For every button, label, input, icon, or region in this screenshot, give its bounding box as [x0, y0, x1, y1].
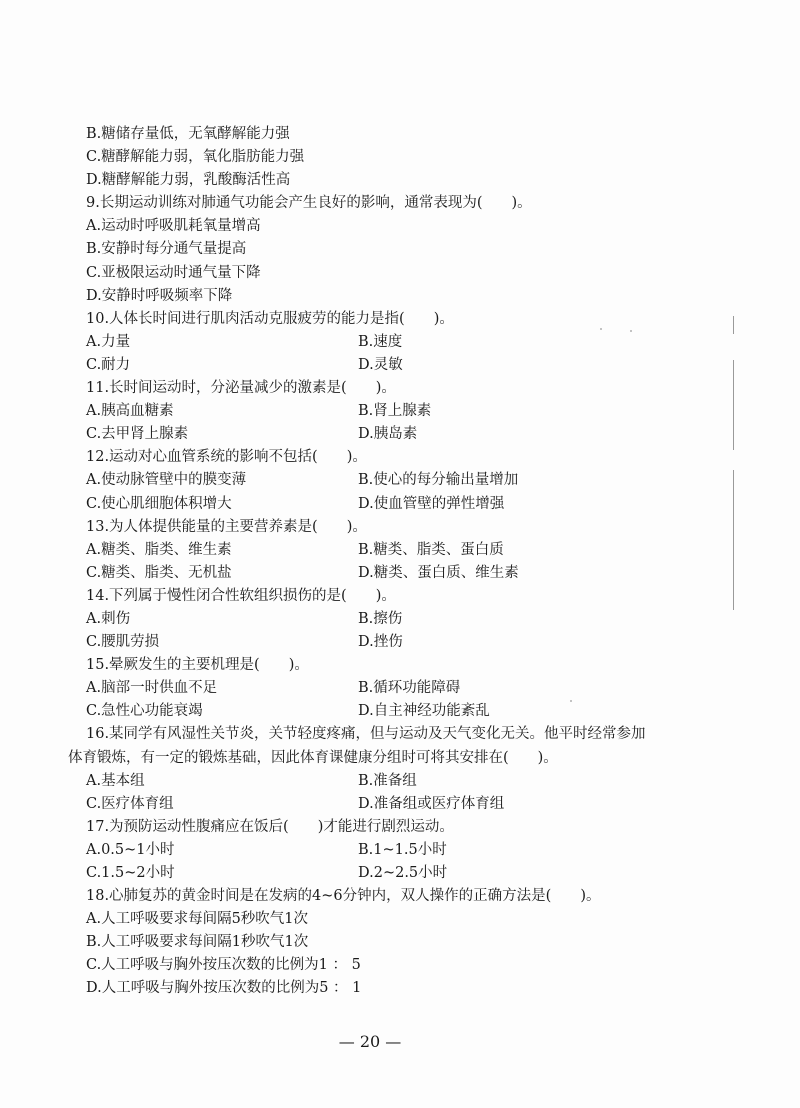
q10-option-d: D.灵敏 — [358, 356, 403, 373]
q15-options-row-2 — [86, 700, 726, 723]
q11-option-a: A.胰高血糖素 — [86, 403, 174, 420]
q16-option-d: D.准备组或医疗体育组 — [358, 795, 505, 812]
q10-options-row-2 — [86, 354, 726, 377]
scan-speck — [600, 328, 602, 330]
question-15: 15.晕厥发生的主要机理是( )。 — [86, 657, 309, 674]
q13-options-row-1 — [86, 539, 726, 562]
q16-option-c: C.医疗体育组 — [86, 795, 174, 812]
option-d-prev: D.糖酵解能力弱，乳酸酶活性高 — [86, 172, 291, 189]
q13-option-c: C.糖类、脂类、无机盐 — [86, 564, 232, 581]
question-17: 17.为预防运动性腹痛应在饭后( )才能进行剧烈运动。 — [86, 818, 454, 835]
q16-option-b: B.准备组 — [358, 772, 417, 789]
question-10: 10.人体长时间进行肌肉活动克服疲劳的能力是指( )。 — [86, 310, 454, 327]
q15-option-c: C.急性心功能衰竭 — [86, 703, 203, 720]
question-11: 11.长时间运动时，分泌量减少的激素是( )。 — [86, 380, 396, 397]
q10-option-a: A.力量 — [86, 333, 131, 350]
question-13: 13.为人体提供能量的主要营养素是( )。 — [86, 518, 367, 535]
q11-options-row-2 — [86, 423, 726, 446]
q12-option-d: D.使血管壁的弹性增强 — [358, 495, 505, 512]
question-16-line-2: 体育锻炼，有一定的锻炼基础，因此体育课健康分组时可将其安排在( )。 — [68, 749, 558, 766]
q16-option-a: A.基本组 — [86, 772, 145, 789]
q14-option-c: C.腰肌劳损 — [86, 634, 160, 651]
q17-option-b: B.1~1.5小时 — [358, 841, 447, 858]
question-16-line-1: 16.某同学有风湿性关节炎，关节轻度疼痛，但与运动及天气变化无关。他平时经常参加 — [86, 726, 646, 743]
q10-option-b: B.速度 — [358, 333, 403, 350]
q14-option-a: A.刺伤 — [86, 610, 131, 627]
q9-option-a: A.运动时呼吸肌耗氧量增高 — [86, 218, 261, 235]
q16-options-row-2 — [86, 793, 726, 816]
q13-options-row-2 — [86, 562, 726, 585]
q17-option-a: A.0.5~1小时 — [86, 841, 175, 858]
q13-option-b: B.糖类、脂类、蛋白质 — [358, 541, 504, 558]
q12-option-c: C.使心肌细胞体积增大 — [86, 495, 232, 512]
q10-options-row-1 — [86, 331, 726, 354]
q18-option-a: A.人工呼吸要求每间隔5秒吹气1次 — [86, 911, 309, 928]
q12-option-b: B.使心的每分输出量增加 — [358, 472, 519, 489]
q13-option-a: A.糖类、脂类、维生素 — [86, 541, 232, 558]
q15-option-d: D.自主神经功能紊乱 — [358, 703, 490, 720]
q12-option-a: A.使动脉管壁中的膜变薄 — [86, 472, 247, 489]
q18-option-d: D.人工呼吸与胸外按压次数的比例为5 ： 1 — [86, 980, 362, 997]
q14-options-row-1 — [86, 608, 726, 631]
q11-options-row-1 — [86, 400, 726, 423]
question-content — [68, 123, 726, 1001]
q17-option-d: D.2~2.5小时 — [358, 865, 448, 881]
q11-option-d: D.胰岛素 — [358, 426, 418, 443]
scan-speck — [630, 330, 632, 332]
q17-options-row-1 — [86, 839, 726, 862]
q10-option-c: C.耐力 — [86, 356, 131, 373]
q14-option-b: B.擦伤 — [358, 610, 403, 627]
question-18: 18.心肺复苏的黄金时间是在发病的4~6分钟内，双人操作的正确方法是( )。 — [86, 888, 601, 905]
option-b-prev: B.糖储存量低，无氧酵解能力强 — [86, 126, 290, 142]
q14-option-d: D.挫伤 — [358, 634, 403, 651]
q18-option-b: B.人工呼吸要求每间隔1秒吹气1次 — [86, 934, 309, 951]
q12-options-row-1 — [86, 469, 726, 492]
q15-options-row-1 — [86, 677, 726, 700]
scan-margin-mark — [733, 360, 734, 450]
q17-options-row-2 — [86, 862, 726, 885]
q15-option-a: A.脑部一时供血不足 — [86, 680, 218, 697]
q14-options-row-2 — [86, 631, 726, 654]
page-number: — 20 — — [338, 1032, 402, 1051]
q13-option-d: D.糖类、蛋白质、维生素 — [358, 564, 519, 581]
q17-option-c: C.1.5~2小时 — [86, 865, 175, 881]
scan-margin-mark — [733, 470, 734, 610]
question-12: 12.运动对心血管系统的影响不包括( )。 — [86, 449, 367, 466]
option-c-prev: C.糖酵解能力弱，氧化脂肪能力强 — [86, 149, 305, 166]
q11-option-c: C.去甲肾上腺素 — [86, 426, 189, 443]
q16-options-row-1 — [86, 770, 726, 793]
q15-option-b: B.循环功能障碍 — [358, 680, 461, 697]
question-14: 14.下列属于慢性闭合性软组织损伤的是( )。 — [86, 587, 396, 604]
scan-speck — [570, 700, 572, 702]
q9-option-b: B.安静时每分通气量提高 — [86, 241, 247, 258]
q11-option-b: B.肾上腺素 — [358, 403, 432, 420]
question-9: 9.长期运动训练对肺通气功能会产生良好的影响，通常表现为( )。 — [86, 195, 532, 212]
q18-option-c: C.人工呼吸与胸外按压次数的比例为1 ： 5 — [86, 957, 361, 974]
q9-option-c: C.亚极限运动时通气量下降 — [86, 264, 261, 281]
q9-option-d: D.安静时呼吸频率下降 — [86, 287, 233, 304]
q12-options-row-2 — [86, 493, 726, 516]
scan-margin-mark — [733, 316, 734, 334]
